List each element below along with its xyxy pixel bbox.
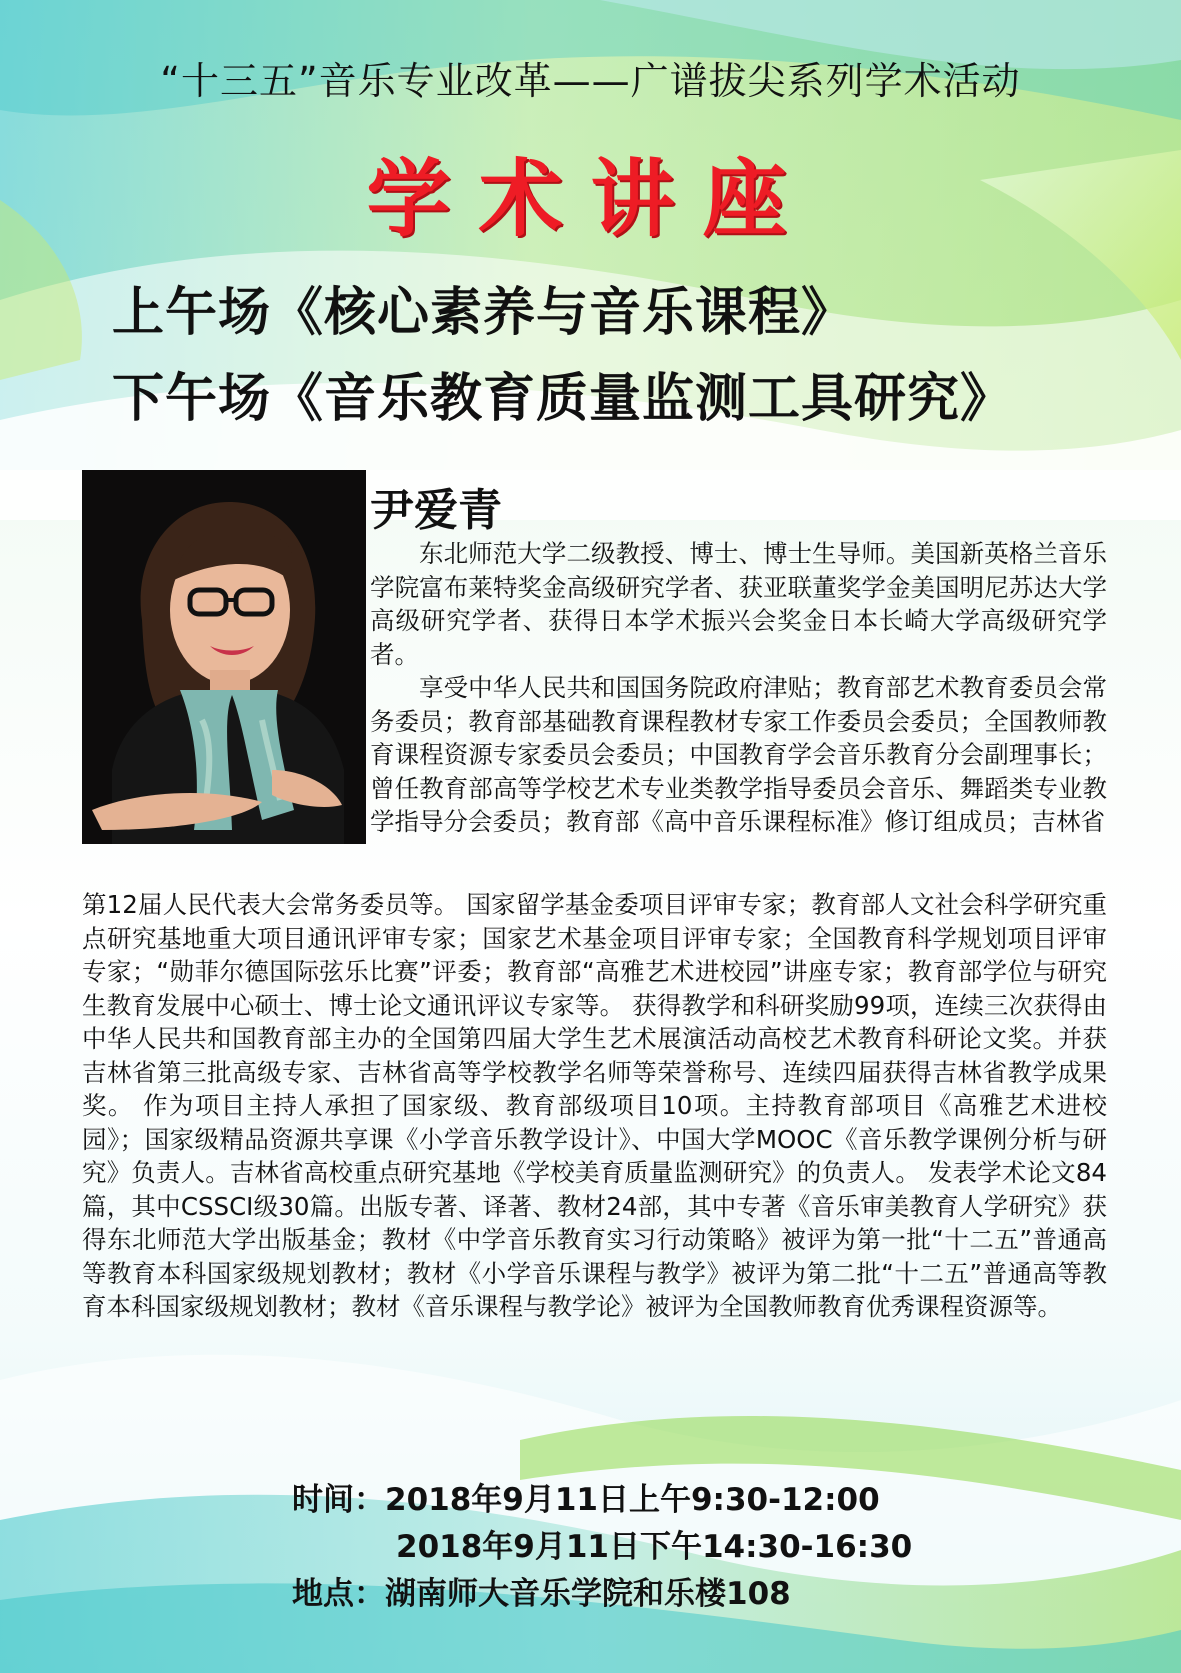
speaker-bio-upper [370, 537, 1107, 839]
event-time-afternoon: 2018年9月11日下午14:30-16:30 [396, 1529, 913, 1565]
speaker-photo [82, 470, 366, 844]
afternoon-session-title: 下午场《音乐教育质量监测工具研究》 [112, 368, 1014, 429]
speaker-name: 尹爱青 [370, 485, 502, 536]
speaker-bio-lower [82, 888, 1107, 1324]
event-time-morning: 时间：2018年9月11日上午9:30-12:00 [292, 1482, 880, 1518]
bio-paragraph-roles: 享受中华人民共和国国务院政府津贴；教育部艺术教育委员会常务委员；教育部基础教育课程教材专家工作委员会委员；全国教师教育课程资源专家委员会委员；中国教育学会音乐教育分会副理事长；曾任教育部高等学校艺术专业类教学指导委员会音乐、舞蹈类专业教学指导分会委员；教育部《高中音乐课程标准》修订组成员；吉林省 [370, 673, 1107, 836]
poster-title: 学术讲座 [366, 150, 815, 248]
activity-subtitle: “十三五”音乐专业改革——广谱拔尖系列学术活动 [160, 59, 1021, 103]
morning-session-title: 上午场《核心素养与音乐课程》 [112, 282, 855, 343]
bio-paragraph-intro: 东北师范大学二级教授、博士、博士生导师。美国新英格兰音乐学院富布莱特奖金高级研究学者、获亚联董奖学金美国明尼苏达大学高级研究学者、获得日本学术振兴会奖金日本长崎大学高级研究学者。 [370, 539, 1107, 669]
portrait-illustration [82, 470, 366, 844]
event-venue: 地点：湖南师大音乐学院和乐楼108 [292, 1576, 791, 1612]
bio-paragraph-achievements: 第12届人民代表大会常务委员等。 国家留学基金委项目评审专家；教育部人文社会科学研究重点研究基地重大项目通讯评审专家；国家艺术基金项目评审专家；全国教育科学规划项目评审专家；“勋菲尔德国际弦乐比赛”评委；教育部“高雅艺术进校园”讲座专家；教育部学位与研究生教育发展中心硕士、博士论文通讯评议专家等。 获得教学和科研奖励99项，连续三次获得由中华人民共和国教育部主办的全国第四届大学生艺术展演活动高校艺术教育科研论文奖。并获吉林省第三批高级专家、吉林省高等学校教学名师等荣誉称号、连续四届获得吉林省教学成果奖。 作为项目主持人承担了国家级、教育部级项目10项。主持教育部项目《高雅艺术进校园》；国家级精品资源共享课《小学音乐教学设计》、中国大学MOOC《音乐教学课例分析与研究》负责人。吉林省高校重点研究基地《学校美育质量监测研究》的负责人。 发表学术论文84篇，其中CSSCI级30篇。出版专著、译著、教材24部，其中专著《音乐审美教育人学研究》获得东北师范大学出版基金；教材《中学音乐教育实习行动策略》被评为第一批“十二五”普通高等教育本科国家级规划教材；教材《小学音乐课程与教学》被评为第二批“十二五”普通高等教育本科国家级规划教材；教材《音乐课程与教学论》被评为全国教师教育优秀课程资源等。 [82, 890, 1107, 1321]
